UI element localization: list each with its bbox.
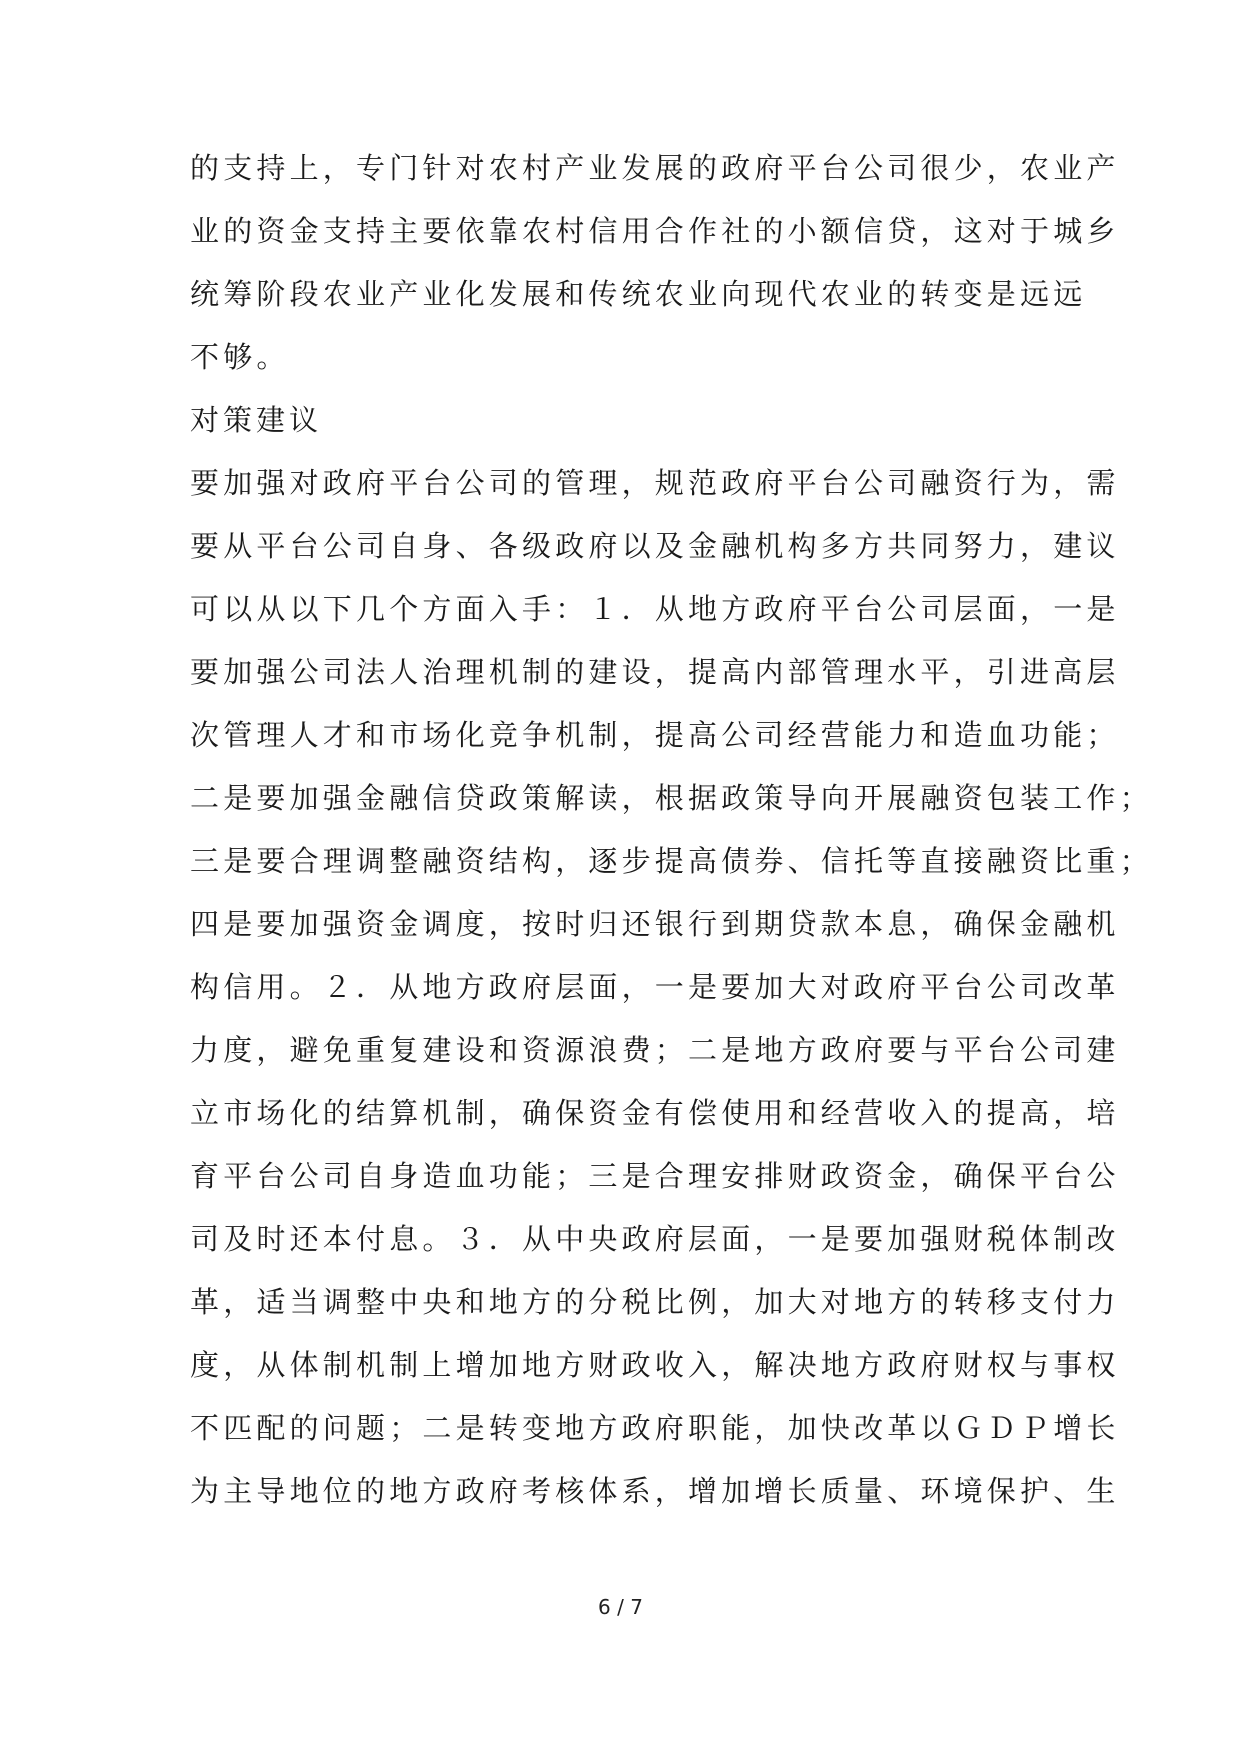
paragraph-line: 业的资金支持主要依靠农村信用合作社的小额信贷，这对于城乡 [190,214,1120,248]
section-heading: 对策建议 [190,403,323,437]
paragraph-line: 的支持上，专门针对农村产业发展的政府平台公司很少，农业产 [190,151,1120,185]
paragraph-line: 要从平台公司自身、各级政府以及金融机构多方共同努力，建议 [190,529,1120,563]
paragraph-line: 构信用。２．从地方政府层面，一是要加大对政府平台公司改革 [190,970,1120,1004]
paragraph-line: 力度，避免重复建设和资源浪费；二是地方政府要与平台公司建 [190,1033,1120,1067]
paragraph-line: 立市场化的结算机制，确保资金有偿使用和经营收入的提高，培 [190,1096,1120,1130]
page-number: 6 / 7 [598,1595,643,1619]
paragraph-line: 不够。 [190,340,290,374]
paragraph-line: 度，从体制机制上增加地方财政收入，解决地方政府财权与事权 [190,1348,1120,1382]
paragraph-line: 三是要合理调整融资结构，逐步提高债券、信托等直接融资比重； [190,844,1153,878]
paragraph-line: 育平台公司自身造血功能；三是合理安排财政资金，确保平台公 [190,1159,1120,1193]
paragraph-line: 四是要加强资金调度，按时归还银行到期贷款本息，确保金融机 [190,907,1120,941]
paragraph-line: 次管理人才和市场化竞争机制，提高公司经营能力和造血功能； [190,718,1120,752]
paragraph-line: 司及时还本付息。３．从中央政府层面，一是要加强财税体制改 [190,1222,1120,1256]
paragraph-line: 革，适当调整中央和地方的分税比例，加大对地方的转移支付力 [190,1285,1120,1319]
paragraph-line: 不匹配的问题；二是转变地方政府职能，加快改革以ＧＤＰ增长 [190,1411,1120,1445]
paragraph-line: 为主导地位的地方政府考核体系，增加增长质量、环境保护、生 [190,1474,1120,1508]
paragraph-line: 要加强公司法人治理机制的建设，提高内部管理水平，引进高层 [190,655,1120,689]
paragraph-line: 统筹阶段农业产业化发展和传统农业向现代农业的转变是远远 [190,277,1087,311]
paragraph-line: 要加强对政府平台公司的管理，规范政府平台公司融资行为，需 [190,466,1120,500]
paragraph-line: 可以从以下几个方面入手：１．从地方政府平台公司层面，一是 [190,592,1120,626]
paragraph-line: 二是要加强金融信贷政策解读，根据政策导向开展融资包装工作； [190,781,1153,815]
